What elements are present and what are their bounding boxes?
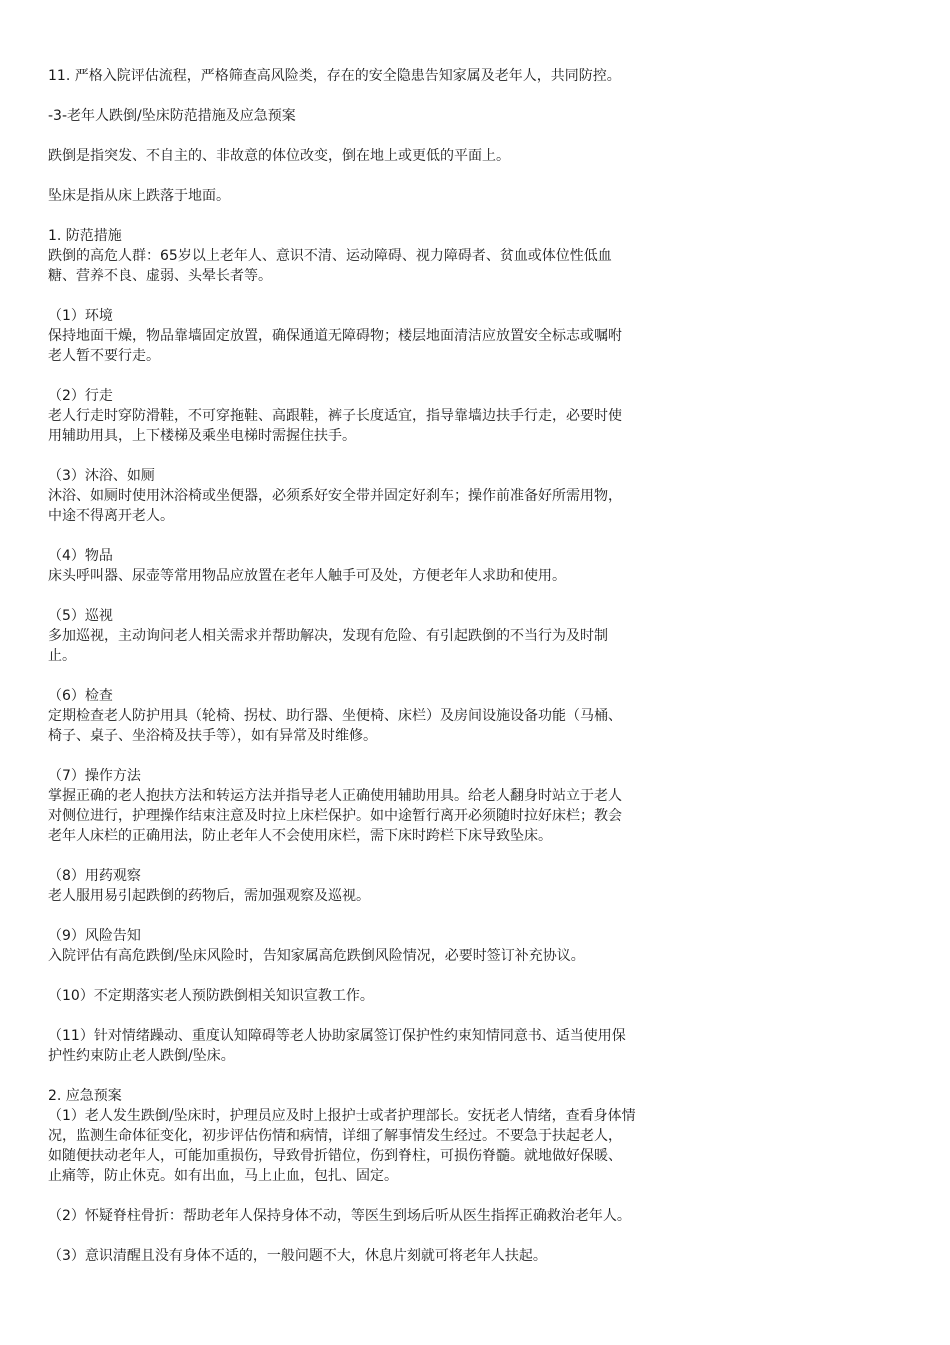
- item-line: 如随便扶动老年人，可能加重损伤，导致骨折错位，伤到脊柱，可损伤脊髓。就地做好保暖、: [48, 1148, 622, 1164]
- prevention-item-bathing: [48, 466, 708, 526]
- item-line: 止痛等，防止休克。如有出血，马上止血，包扎、固定。: [48, 1168, 398, 1184]
- intro-paragraph: [48, 66, 708, 86]
- item-line: 老人行走时穿防滑鞋，不可穿拖鞋、高跟鞋，裤子长度适宜，指导靠墙边扶手行走，必要时使: [48, 408, 622, 424]
- item-title: （5）巡视: [48, 608, 113, 624]
- definition-fall: [48, 146, 708, 166]
- item-title: （3）沐浴、如厕: [48, 468, 155, 484]
- item-title: （4）物品: [48, 548, 113, 564]
- item-line: （1）老人发生跌倒/坠床时，护理员应及时上报护士或者护理部长。安抚老人情绪，查看身体情: [48, 1108, 636, 1124]
- item-line: （3）意识清醒且没有身体不适的，一般问题不大，休息片刻就可将老年人扶起。: [48, 1248, 547, 1264]
- emergency-item-2: [48, 1206, 708, 1226]
- document-page: [48, 66, 708, 1286]
- item-line: 止。: [48, 648, 76, 664]
- item-line: 床头呼叫器、尿壶等常用物品应放置在老年人触手可及处，方便老年人求助和使用。: [48, 568, 566, 584]
- item-line: 老人暂不要行走。: [48, 348, 160, 364]
- item-line: 对侧位进行，护理操作结束注意及时拉上床栏保护。如中途暂行离开必须随时拉好床栏；教会: [48, 808, 622, 824]
- prevention-item-environment: [48, 306, 708, 366]
- definition-bed-fall: [48, 186, 708, 206]
- item-line: 掌握正确的老人抱扶方法和转运方法并指导老人正确使用辅助用具。给老人翻身时站立于老人: [48, 788, 622, 804]
- item-line: 护性约束防止老人跌倒/坠床。: [48, 1048, 235, 1064]
- definition-bed-fall-text: 坠床是指从床上跌落于地面。: [48, 188, 230, 204]
- item-line: 定期检查老人防护用具（轮椅、拐杖、助行器、坐便椅、床栏）及房间设施设备功能（马桶、: [48, 708, 622, 724]
- item-title: （6）检查: [48, 688, 113, 704]
- item-line: 椅子、桌子、坐浴椅及扶手等），如有异常及时维修。: [48, 728, 377, 744]
- item-line: 多加巡视，主动询问老人相关需求并帮助解决，发现有危险、有引起跌倒的不当行为及时制: [48, 628, 608, 644]
- definition-fall-text: 跌倒是指突发、不自主的、非故意的体位改变，倒在地上或更低的平面上。: [48, 148, 510, 164]
- emergency-item-3: [48, 1246, 708, 1266]
- prevention-item-restraint: [48, 1026, 708, 1066]
- prevention-heading: 1. 防范措施: [48, 228, 122, 244]
- intro-text: 11. 严格入院评估流程，严格筛查高风险类，存在的安全隐患告知家属及老年人，共同防控。: [48, 68, 621, 84]
- prevention-item-medication: [48, 866, 708, 906]
- risk-line: 糖、营养不良、虚弱、头晕长者等。: [48, 268, 272, 284]
- item-line: 中途不得离开老人。: [48, 508, 174, 524]
- risk-line: 跌倒的高危人群：65岁以上老年人、意识不清、运动障碍、视力障碍者、贫血或体位性低血: [48, 248, 612, 264]
- item-title: （2）行走: [48, 388, 113, 404]
- item-title: （7）操作方法: [48, 768, 141, 784]
- item-line: 老年人床栏的正确用法，防止老年人不会使用床栏，需下床时跨栏下床导致坠床。: [48, 828, 552, 844]
- prevention-item-inspection: [48, 686, 708, 746]
- item-line: 况，监测生命体征变化，初步评估伤情和病情，详细了解事情发生经过。不要急于扶起老人，: [48, 1128, 622, 1144]
- emergency-item-1: [48, 1086, 708, 1186]
- section-title-block: [48, 106, 708, 126]
- prevention-item-patrol: [48, 606, 708, 666]
- item-line: 老人服用易引起跌倒的药物后，需加强观察及巡视。: [48, 888, 370, 904]
- item-title: （1）环境: [48, 308, 113, 324]
- emergency-heading: 2. 应急预案: [48, 1088, 122, 1104]
- prevention-item-education: [48, 986, 708, 1006]
- item-line: 入院评估有高危跌倒/坠床风险时，告知家属高危跌倒风险情况，必要时签订补充协议。: [48, 948, 585, 964]
- item-line: （11）针对情绪躁动、重度认知障碍等老人协助家属签订保护性约束知情同意书、适当使用保: [48, 1028, 626, 1044]
- item-title: （9）风险告知: [48, 928, 141, 944]
- prevention-intro: [48, 226, 708, 286]
- prevention-item-operation: [48, 766, 708, 846]
- prevention-item-walking: [48, 386, 708, 446]
- item-line: 用辅助用具，上下楼梯及乘坐电梯时需握住扶手。: [48, 428, 356, 444]
- section-title: -3-老年人跌倒/坠床防范措施及应急预案: [48, 108, 296, 124]
- item-line: 保持地面干燥，物品靠墙固定放置，确保通道无障碍物；楼层地面清洁应放置安全标志或嘱咐: [48, 328, 622, 344]
- item-line: （2）怀疑脊柱骨折：帮助老年人保持身体不动，等医生到场后听从医生指挥正确救治老年人。: [48, 1208, 631, 1224]
- item-line: （10）不定期落实老人预防跌倒相关知识宣教工作。: [48, 988, 374, 1004]
- item-line: 沐浴、如厕时使用沐浴椅或坐便器，必须系好安全带并固定好刹车；操作前准备好所需用物，: [48, 488, 622, 504]
- prevention-item-risk-notice: [48, 926, 708, 966]
- prevention-item-items: [48, 546, 708, 586]
- item-title: （8）用药观察: [48, 868, 141, 884]
